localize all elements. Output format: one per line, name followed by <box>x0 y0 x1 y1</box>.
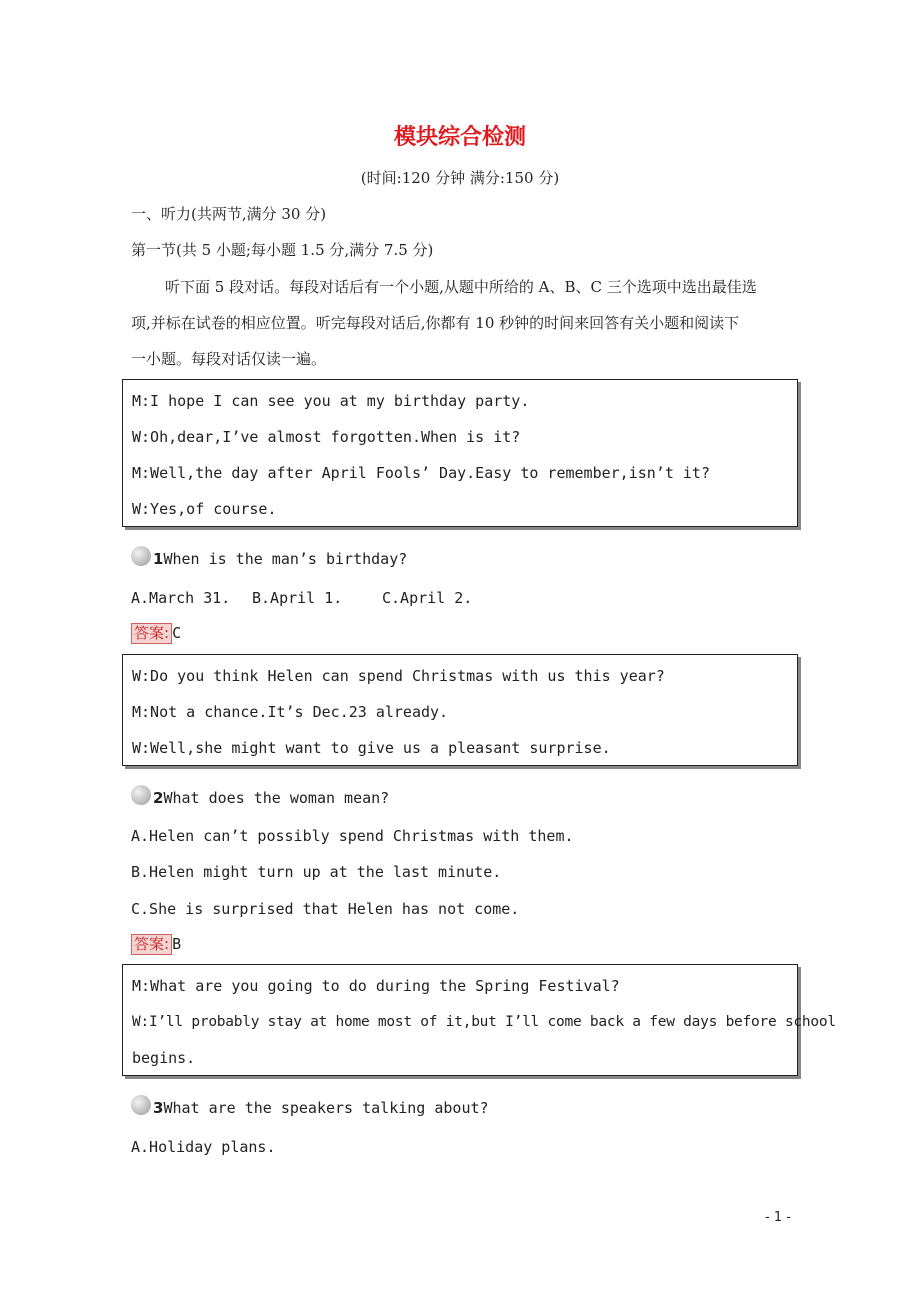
option-a: A.March 31. <box>131 589 231 607</box>
question-text: What does the woman mean? <box>163 789 390 807</box>
section-heading: 一、听力(共两节,满分 30 分) <box>131 205 327 223</box>
dialogue-line: W:I’ll probably stay at home most of it,but I’ll come back a few days before school <box>132 1014 836 1030</box>
option-c: C.She is surprised that Helen has not come. <box>131 900 520 918</box>
answer-1 <box>131 623 181 644</box>
dialogue-box-1 <box>122 379 798 527</box>
dialogue-box-2 <box>122 654 798 766</box>
answer-label: 答案: <box>131 623 172 644</box>
answer-value: B <box>172 935 182 953</box>
answer-value: C <box>172 624 182 642</box>
instruction-line-1: 听下面 5 段对话。每段对话后有一个小题,从题中所给的 A、B、C 三个选项中选出最佳选 <box>165 278 757 296</box>
dialogue-line: W:Well,she might want to give us a pleasant surprise. <box>132 739 611 757</box>
answer-2 <box>131 934 181 955</box>
option-b: B.Helen might turn up at the last minute. <box>131 863 502 881</box>
question-number: 2 <box>153 789 164 807</box>
time-score-info: (时间:120 分钟 满分:150 分) <box>360 169 560 187</box>
part-heading: 第一节(共 5 小题;每小题 1.5 分,满分 7.5 分) <box>131 241 434 259</box>
option-a: A.Holiday plans. <box>131 1138 276 1156</box>
dialogue-line: W:Oh,dear,I’ve almost forgotten.When is it? <box>132 428 521 446</box>
question-text: What are the speakers talking about? <box>163 1099 489 1117</box>
dialogue-line: M:Well,the day after April Fools’ Day.Easy to remember,isn’t it? <box>132 464 710 482</box>
option-c: C.April 2. <box>382 589 473 607</box>
dialogue-line: M:I hope I can see you at my birthday party. <box>132 392 530 410</box>
dialogue-line: begins. <box>132 1049 196 1067</box>
question-bullet-icon <box>131 1095 151 1115</box>
question-3 <box>131 1098 489 1119</box>
page-title: 模块综合检测 <box>393 125 526 150</box>
option-b: B.April 1. <box>252 589 343 607</box>
question-number: 3 <box>153 1099 164 1117</box>
question-number: 1 <box>153 550 164 568</box>
option-a: A.Helen can’t possibly spend Christmas with them. <box>131 827 574 845</box>
answer-label: 答案: <box>131 934 172 955</box>
question-bullet-icon <box>131 785 151 805</box>
question-bullet-icon <box>131 546 151 566</box>
dialogue-line: M:Not a chance.It’s Dec.23 already. <box>132 703 449 721</box>
dialogue-line: M:What are you going to do during the Spring Festival? <box>132 977 620 995</box>
dialogue-box-3 <box>122 964 836 1076</box>
instruction-line-2: 项,并标在试卷的相应位置。听完每段对话后,你都有 10 秒钟的时间来回答有关小题和阅读下 <box>131 314 740 332</box>
question-2 <box>131 788 389 809</box>
page-number: - 1 - <box>765 1210 791 1225</box>
question-1 <box>131 549 407 570</box>
dialogue-line: W:Yes,of course. <box>132 500 277 518</box>
question-text: When is the man’s birthday? <box>163 550 408 568</box>
instruction-line-3: 一小题。每段对话仅读一遍。 <box>131 350 327 368</box>
dialogue-line: W:Do you think Helen can spend Christmas with us this year? <box>132 667 665 685</box>
